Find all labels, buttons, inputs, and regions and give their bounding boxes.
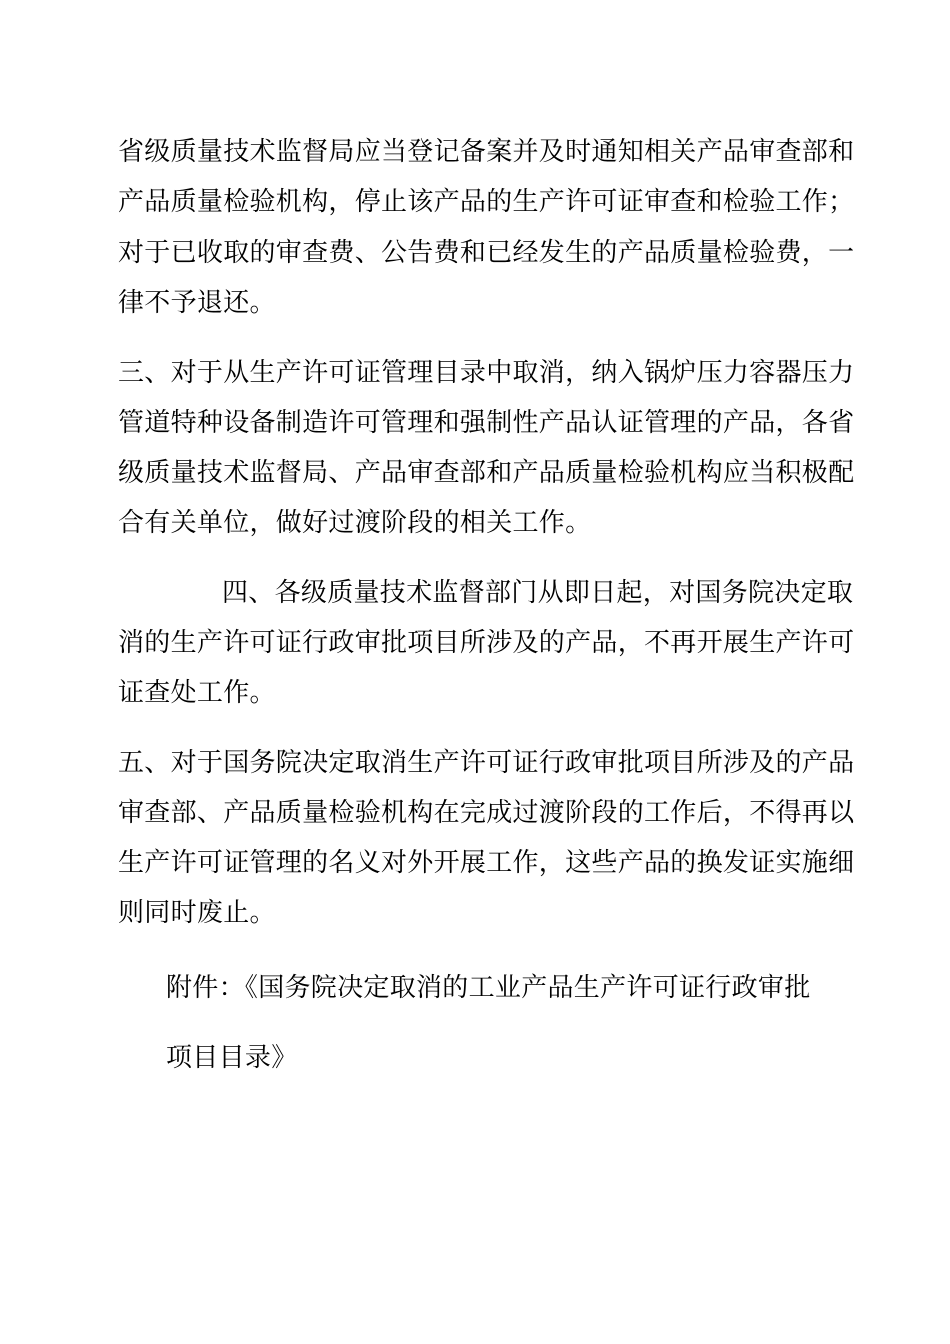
paragraph-line: 对于已收取的审查费、公告费和已经发生的产品质量检验费，一 <box>118 238 855 268</box>
section-five-line: 审查部、产品质量检验机构在完成过渡阶段的工作后，不得再以 <box>118 798 855 828</box>
paragraph-line: 律不予退还。 <box>118 288 276 318</box>
paragraph-line: 产品质量检验机构，停止该产品的生产许可证审查和检验工作； <box>118 187 855 217</box>
section-three-line: 级质量技术监督局、产品审查部和产品质量检验机构应当积极配 <box>118 458 855 488</box>
section-four-line: 证查处工作。 <box>118 678 276 708</box>
section-four-line: 消的生产许可证行政审批项目所涉及的产品，不再开展生产许可 <box>118 628 855 658</box>
paragraph-line: 省级质量技术监督局应当登记备案并及时通知相关产品审查部和 <box>118 137 855 167</box>
attachment-line: 项目目录》 <box>166 1043 298 1073</box>
section-five-line: 则同时废止。 <box>118 898 276 928</box>
section-five-line: 生产许可证管理的名义对外开展工作，这些产品的换发证实施细 <box>118 848 855 878</box>
section-five-line: 五、对于国务院决定取消生产许可证行政审批项目所涉及的产品 <box>118 748 855 778</box>
section-three-line: 三、对于从生产许可证管理目录中取消，纳入锅炉压力容器压力 <box>118 358 855 388</box>
section-four-line: 四、各级质量技术监督部门从即日起，对国务院决定取 <box>222 578 854 608</box>
section-three-line: 合有关单位，做好过渡阶段的相关工作。 <box>118 508 592 538</box>
section-three-line: 管道特种设备制造许可管理和强制性产品认证管理的产品，各省 <box>118 408 855 438</box>
attachment-line: 附件：《国务院决定取消的工业产品生产许可证行政审批 <box>166 973 811 1003</box>
